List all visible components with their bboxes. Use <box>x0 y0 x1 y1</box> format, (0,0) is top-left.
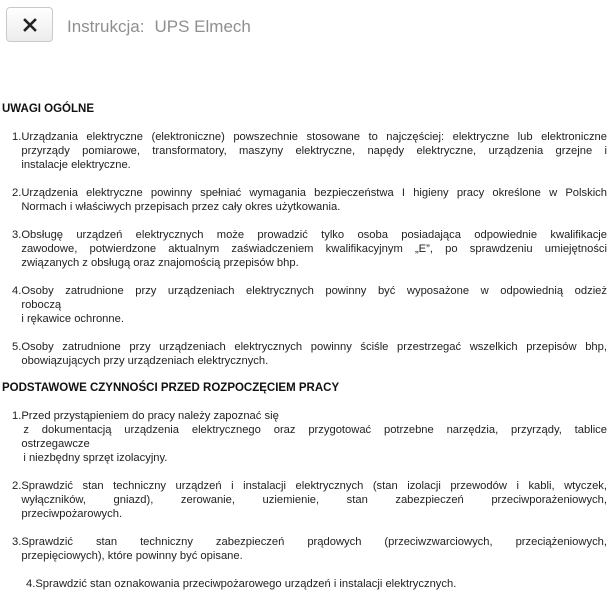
item-number: 3. <box>12 536 22 548</box>
text-line: z dokumentacją urządzenia elektrycznego oraz przygotować potrzebne narzędzia, przyrządy, tablice <box>23 424 607 436</box>
item-text <box>21 130 607 172</box>
text-line: ostrzegawcze <box>21 438 90 450</box>
text-line: Urządzenia elektryczne powinny spełniać wymagania bezpieczeństwa I higieny pracy określone w Polskich <box>21 187 607 199</box>
item-number: 1. <box>12 131 22 143</box>
item-text <box>21 479 607 521</box>
item-number: 4. <box>12 285 22 297</box>
item-text <box>21 409 607 465</box>
item-text <box>21 228 607 270</box>
list-item <box>12 284 607 326</box>
list-item <box>12 228 607 270</box>
item-number: 2. <box>12 480 22 492</box>
item-text <box>21 186 607 214</box>
text-line: Sprawdzić stan oznakowania przeciwpożarowego urządzeń i instalacji elektrycznych. <box>35 578 457 590</box>
text-line: Przed przystąpieniem do pracy należy zapoznać się <box>21 410 279 422</box>
list-item <box>12 535 607 563</box>
text-line: Osoby zatrudnione przy urządzeniach elektrycznych powinny ściśle przestrzegać wszelkich przepisów bhp, <box>21 341 607 353</box>
item-number: 1. <box>12 410 22 422</box>
text-line: i niezbędny sprzęt izolacyjny. <box>23 452 168 464</box>
text-line: Osoby zatrudnione przy urządzeniach elektrycznych powinny być wyposażone w odpowiednią odzież <box>21 285 607 297</box>
text-line: Urządzania elektryczne (elektroniczne) powszechnie stosowane to najczęściej: elektryczne lub elektroniczne <box>21 131 607 143</box>
list-item <box>12 340 607 368</box>
item-number: 2. <box>12 187 22 199</box>
text-line: obowiązujących przy urządzeniach elektrycznych. <box>21 355 269 367</box>
close-button[interactable] <box>6 7 53 42</box>
item-text <box>21 284 607 326</box>
text-line: i rękawice ochronne. <box>21 313 124 325</box>
text-line: wyłączników, gniazd), zerowanie, uziemienie, stan zabezpieczeń przeciwporażeniowych, <box>21 494 607 506</box>
text-line: zawodowe, potwierdzone aktualnym zaświadczeniem kwalifikacyjnym „E”, po sprawdzeniu umiejętności <box>21 243 607 255</box>
header-bar <box>0 0 613 56</box>
section-title-before-work: PODSTAWOWE CZYNNOŚCI PRZED ROZPOCZĘCIEM PRACY <box>2 382 340 394</box>
list-item <box>12 186 607 214</box>
text-line: Sprawdzić stan techniczny zabezpieczeń prądowych (przeciwzwarciowych, przeciążeniowych, <box>21 536 607 548</box>
text-line: Sprawdzić stan techniczny urządzeń i instalacji elektrycznych (stan izolacji przewodów i kabli, wtyczek, <box>21 480 607 492</box>
item-text <box>21 535 607 563</box>
page-title <box>67 17 251 37</box>
item-number: 5. <box>12 341 22 353</box>
text-line: przeciwpożarowych. <box>21 508 123 520</box>
list-item <box>12 409 607 465</box>
item-text <box>21 340 607 368</box>
instruction-document <box>2 102 607 591</box>
text-line: związanych z obsługą oraz znajomością przepisów bhp. <box>21 257 299 269</box>
text-line: przepięciowych), które powinny być opisane. <box>21 550 243 562</box>
title-prefix: Instrukcja: <box>67 17 145 36</box>
text-line: Obsługę urządzeń elektrycznych może prowadzić tylko osoba posiadająca odpowiednie kwalifikacje <box>21 229 607 241</box>
list-item <box>12 479 607 521</box>
close-icon <box>23 18 37 32</box>
section-title-general: UWAGI OGÓLNE <box>2 103 94 115</box>
item-number: 4. <box>26 578 36 590</box>
text-line: roboczą <box>21 299 62 311</box>
text-line: Normach i właściwych przepisach przez cały okres użytkowania. <box>21 201 341 213</box>
text-line: instalacje elektryczne. <box>21 159 131 171</box>
list-item <box>12 130 607 172</box>
title-name: UPS Elmech <box>154 17 251 36</box>
item-number: 3. <box>12 229 22 241</box>
item-text <box>35 577 607 591</box>
list-item <box>26 577 607 591</box>
text-line: przyrządy pomiarowe, transformatory, maszyny elektryczne, napędy elektryczne, urządzenia grzejne i <box>21 145 607 157</box>
